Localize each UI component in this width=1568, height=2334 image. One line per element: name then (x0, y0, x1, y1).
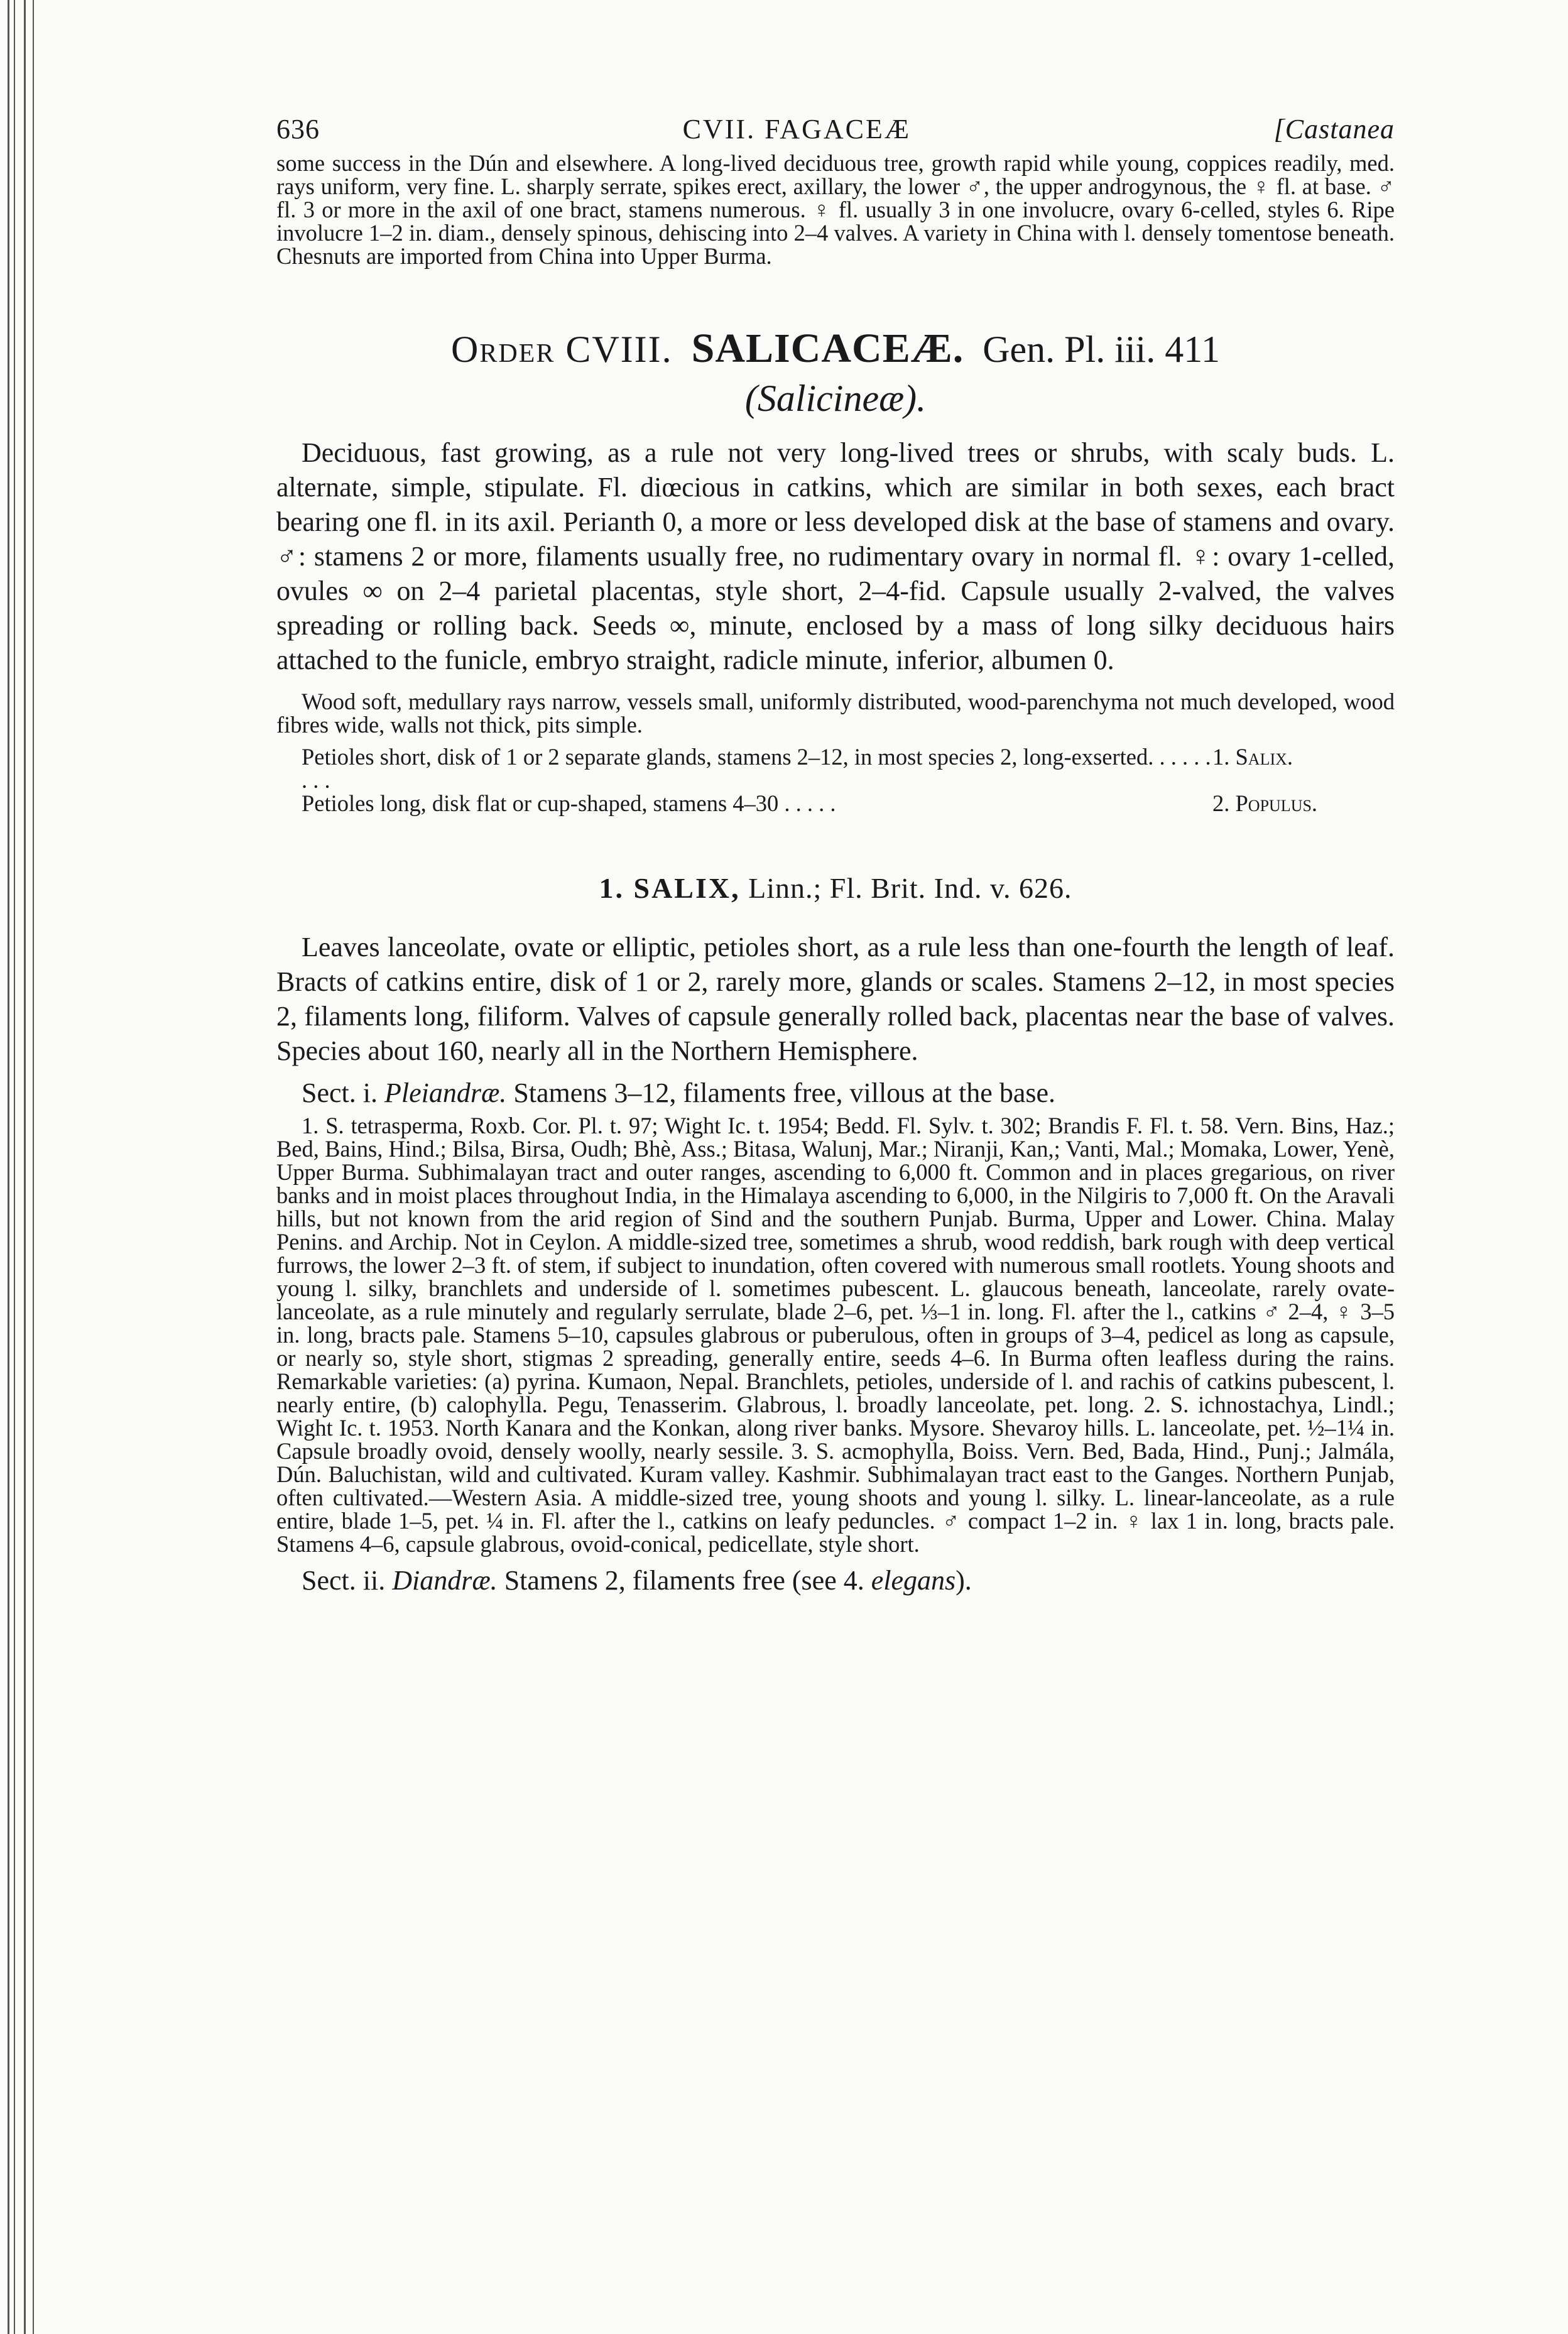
order-heading (276, 324, 1395, 423)
key-result: 1. Salix. (1212, 744, 1293, 770)
running-header (276, 113, 1395, 145)
order-reference: Gen. Pl. iii. 411 (983, 329, 1221, 370)
book-page (276, 113, 1395, 1598)
key-row (276, 745, 1395, 792)
section-text: Stamens 2, filaments free (see 4. (504, 1565, 864, 1596)
section-heading (276, 1563, 1395, 1598)
section-name: Pleiandræ. (384, 1077, 507, 1108)
order-prefix: Order CVIII. (450, 329, 673, 370)
genus-title: 1. SALIX, (599, 872, 741, 904)
section-name: Diandræ. (392, 1565, 498, 1596)
genus-heading (276, 871, 1395, 905)
genus-citation: Linn.; Fl. Brit. Ind. v. 626. (748, 872, 1072, 904)
section-label: Sect. ii. (302, 1565, 386, 1596)
wood-note: Wood soft, medullary rays narrow, vessels small, uniformly distributed, wood-parenchyma not much developed, wood fibres wide, walls not thick, pits simple. (276, 689, 1395, 738)
page-number: 636 (276, 114, 320, 145)
key-text: Petioles long, disk flat or cup-shaped, stamens 4–30 . . . . . (302, 790, 836, 816)
species-accounts: 1. S. tetrasperma, Roxb. Cor. Pl. t. 97; Wight Ic. t. 1954; Bedd. Fl. Sylv. t. 302; Brandis F. Fl. t. 58. Vern. Bins, Haz.; Bed, Bains, Hind.; Bilsa, Birsa, Oudh; Bhè, Ass.; Bitasa, Walunj, Mar.; Niranji, Kan,; Vanti, Mal.; Momaka, Lower, Yenè, Upper Burma. Subhimalayan tract and outer ranges, ascending to 6,000 ft. Common and in places gregarious, on river banks and in moist places throughout India, in the Himalaya ascending to 6,000, in the Nilgiris to 7,000 ft. On the Aravali hills, but not known from the arid region of Sind and the southern Punjab. Burma, Upper and Lower. China. Malay Penins. and Archip. Not in Ceylon. A middle-sized tree, sometimes a shrub, wood reddish, bark rough with deep vertical furrows, the lower 2–3 ft. of stem, if subject to inundation, often covered with numerous small rootlets. Young shoots and young l. silky, branchlets and underside of l. sometimes pubescent. L. glaucous beneath, lanceolate, rarely ovate-lanceolate, as a rule minutely and regularly serrulate, blade 2–6, pet. ⅓–1 in. long. Fl. after the l., catkins ♂ 2–4, ♀ 3–5 in. long, bracts pale. Stamens 5–10, capsules glabrous or puberulous, often in groups of 3–4, pedicel as long as capsule, or nearly so, style short, stigmas 2 spreading, generally entire, seeds 4–6. In Burma often leafless during the rains. Remarkable varieties: (a) pyrina. Kumaon, Nepal. Branchlets, petioles, underside of l. and rachis of catkins pubescent, l. nearly entire, (b) calophylla. Pegu, Tenasserim. Glabrous, l. broadly lanceolate, pet. long. 2. S. ichnostachya, Lindl.; Wight Ic. t. 1953. North Kanara and the Konkan, along river banks. Mysore. Shevaroy hills. L. lanceolate, pet. ½–1¼ in. Capsule broadly ovoid, densely woolly, nearly sessile. 3. S. acmophylla, Boiss. Vern. Bed, Bada, Hind., Punj.; Jalmála, Dún. Baluchistan, wild and cultivated. Kuram valley. Kashmir. Subhimalayan tract east to the Ganges. Northern Punjab, often cultivated.—Western Asia. A middle-sized tree, young shoots and young l. silky. L. linear-lanceolate, as a rule entire, blade 1–5, pet. ¼ in. Fl. after the l., catkins on leafy peduncles. ♂ compact 1–2 in. ♀ lax 1 in. long, bracts pale. Stamens 4–6, capsule glabrous, ovoid-conical, pedicellate, style short. (276, 1113, 1395, 1557)
key-row (276, 792, 1395, 815)
order-name: SALICACEÆ. (691, 325, 964, 371)
order-description: Deciduous, fast growing, as a rule not very long-lived trees or shrubs, with scaly buds. L. alternate, simple, stipulate. Fl. diœcious in catkins, which are similar in both sexes, each bract bearing one fl. in its axil. Perianth 0, a more or less developed disk at the base of stamens and ovary. ♂: stamens 2 or more, filaments usually free, no rudimentary ovary in normal fl. ♀: ovary 1-celled, ovules ∞ on 2–4 parietal placentas, style short, 2–4-fid. Capsule usually 2-valved, the valves spreading or rolling back. Seeds ∞, minute, enclosed by a mass of long silky deciduous hairs attached to the funicle, embryo straight, radicle minute, inferior, albumen 0. (276, 437, 1395, 675)
margin-rules (0, 0, 44, 2334)
section-close: ). (956, 1565, 972, 1596)
header-genus: [Castanea (1273, 114, 1395, 145)
section-text: Stamens 3–12, filaments free, villous at the base. (513, 1077, 1055, 1108)
carryover-paragraph: some success in the Dún and elsewhere. A long-lived deciduous tree, growth rapid while young, coppices readily, med. rays uniform, very fine. L. sharply serrate, spikes erect, axillary, the lower ♂, the upper androgynous, the ♀ fl. at base. ♂ fl. 3 or more in the axil of one bract, stamens numerous. ♀ fl. usually 3 in one involucre, ovary 6-celled, styles 6. Ripe involucre 1–2 in. diam., densely spinous, dehiscing into 2–4 valves. A variety in China with l. densely tomentose beneath. Chesnuts are imported from China into Upper Burma. (276, 150, 1395, 269)
order-synonym: (Salicineæ). (744, 378, 927, 419)
section-label: Sect. i. (302, 1077, 378, 1108)
key-result: 2. Populus. (1212, 790, 1318, 816)
key-text: Petioles short, disk of 1 or 2 separate glands, stamens 2–12, in most species 2, long-exserted. . . . . . . . . (302, 744, 1211, 793)
section-reference: elegans (871, 1565, 956, 1596)
genus-key (276, 745, 1395, 815)
section-heading (276, 1076, 1395, 1110)
genus-description: Leaves lanceolate, ovate or elliptic, petioles short, as a rule less than one-fourth the length of leaf. Bracts of catkins entire, disk of 1 or 2, rarely more, glands or scales. Stamens 2–12, in most species 2, filaments long, filiform. Valves of capsule generally rolled back, placentas near the base of valves. Species about 160, nearly all in the Northern Hemisphere. (276, 932, 1395, 1066)
header-title: CVII. FAGACEÆ (682, 114, 911, 145)
